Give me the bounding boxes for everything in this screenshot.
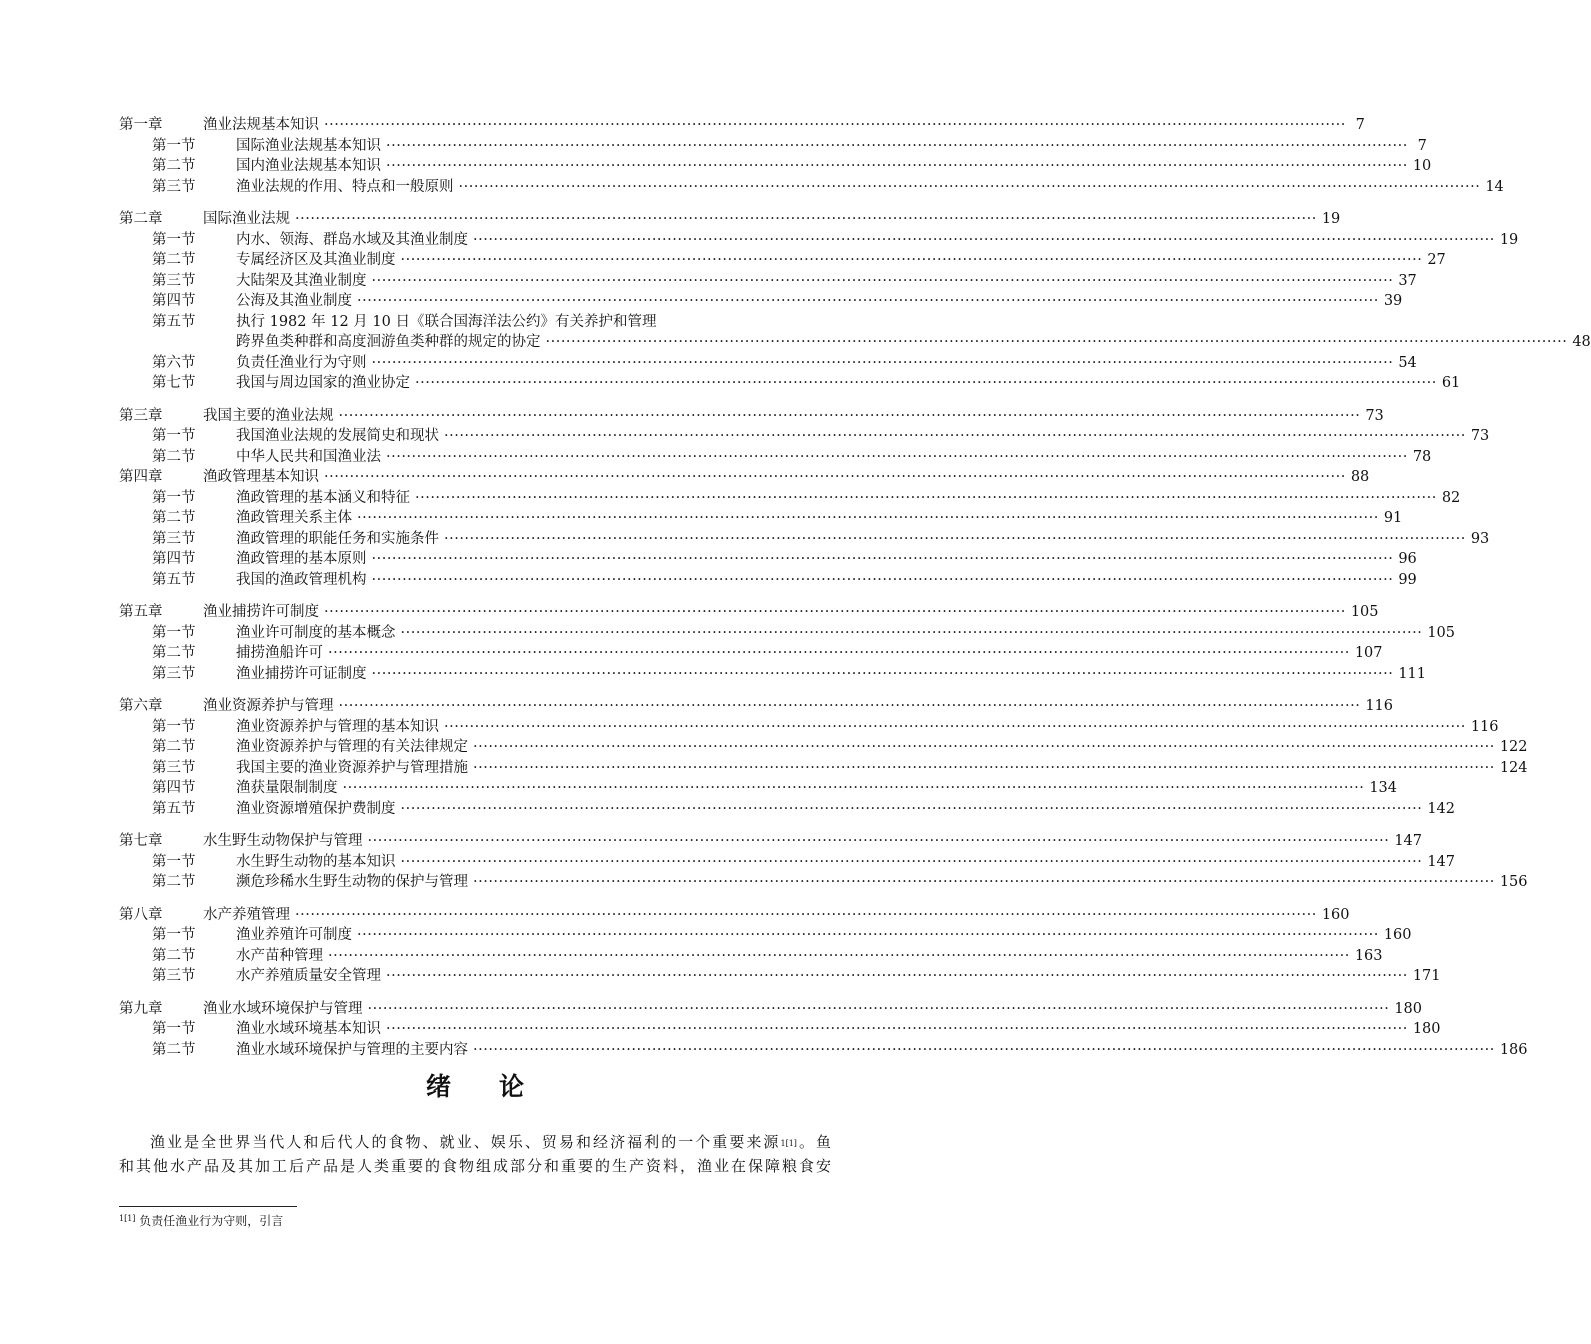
toc-section-entry[interactable] [119, 737, 1528, 758]
toc-entry-title: 渔业法规的作用、特点和一般原则 [236, 178, 454, 195]
toc-entry-title: 渔政管理基本知识 [203, 469, 319, 485]
toc-page-number: 163 [1354, 947, 1383, 964]
toc-page-number: 105 [1350, 604, 1379, 620]
toc-group [119, 406, 1490, 591]
toc-entry-number: 第二节 [152, 448, 196, 465]
toc-section-entry[interactable] [119, 156, 1432, 177]
toc-dot-leader: ········································································································································································································ [357, 293, 1379, 309]
toc-entry-title: 水产养殖质量安全管理 [236, 968, 381, 984]
toc-entry-number: 第二节 [152, 510, 196, 526]
toc-chapter-entry[interactable] [119, 696, 1394, 717]
toc-page-number: 160 [1383, 927, 1412, 943]
toc-entry-number: 第一节 [152, 489, 196, 506]
toc-chapter-entry[interactable] [119, 209, 1341, 230]
toc-entry-title: 跨界鱼类种群和高度洄游鱼类种群的规定的协定 [236, 334, 541, 350]
toc-entry-number: 第一节 [152, 624, 196, 641]
toc-section-entry[interactable] [119, 966, 1441, 987]
toc-chapter-entry[interactable] [119, 905, 1350, 926]
toc-entry-number: 第三节 [152, 665, 196, 682]
toc-dot-leader: ········································································································································································································ [324, 117, 1346, 133]
toc-entry-number: 第一节 [152, 853, 196, 870]
toc-group [119, 115, 1504, 197]
toc-entry-number: 第四章 [119, 469, 163, 485]
toc-entry-number: 第二节 [152, 739, 196, 755]
toc-entry-number: 第二章 [119, 211, 163, 227]
toc-section-entry[interactable] [119, 353, 1417, 374]
toc-entry-title: 水生野生动物保护与管理 [203, 833, 363, 849]
toc-dot-leader: ········································································································································································································ [444, 428, 1466, 444]
toc-entry-number: 第七节 [152, 375, 196, 391]
toc-entry-title: 水产养殖管理 [203, 906, 290, 923]
toc-dot-leader: ········································································································································································································ [386, 968, 1408, 984]
toc-section-entry[interactable] [119, 872, 1528, 893]
body-line [119, 1130, 831, 1154]
toc-section-entry[interactable] [119, 529, 1490, 550]
toc-entry-title: 公海及其渔业制度 [236, 293, 352, 309]
toc-entry-title: 渔业水域环境保护与管理的主要内容 [236, 1041, 468, 1058]
footnote [119, 1212, 283, 1229]
toc-page-number: 27 [1427, 252, 1446, 268]
toc-entry-title: 大陆架及其渔业制度 [236, 272, 367, 289]
toc-page-number: 116 [1365, 698, 1394, 714]
toc-section-entry[interactable] [119, 312, 780, 333]
toc-section-entry[interactable] [119, 373, 1461, 394]
toc-entry-number: 第一节 [152, 718, 196, 735]
toc-dot-leader: ········································································································································································································ [473, 759, 1495, 776]
toc-entry-number: 第一节 [152, 1021, 196, 1037]
toc-dot-leader: ········································································································································································································ [400, 853, 1423, 870]
toc-page-number: 14 [1485, 178, 1504, 195]
toc-page-number: 107 [1354, 645, 1383, 661]
toc-dot-leader: ········································································································································································································ [367, 833, 1390, 849]
toc-entry-number: 第二节 [152, 947, 196, 964]
body-text-1: 渔业是全世界当代人和后代人的食物、就业、娱乐、贸易和经济福利的一个重要来源 [150, 1133, 781, 1151]
toc-section-entry[interactable] [119, 570, 1417, 591]
toc-page-number: 61 [1441, 375, 1461, 391]
toc-dot-leader: ········································································································································································································ [415, 489, 1437, 506]
toc-chapter-entry[interactable] [119, 602, 1379, 623]
toc-entry-title: 渔业资源养护与管理的有关法律规定 [236, 739, 468, 755]
toc-section-entry[interactable] [119, 664, 1427, 685]
toc-entry-number: 第四节 [152, 780, 196, 796]
toc-dot-leader: ········································································································································································································ [338, 407, 1361, 424]
toc-entry-title: 渔业资源养护与管理 [203, 698, 334, 714]
toc-dot-leader: ········································································································································································································ [371, 272, 1394, 289]
toc-entry-title: 渔业资源养护与管理的基本知识 [236, 718, 439, 735]
toc-group [119, 999, 1528, 1061]
toc-page-number: 7 [1355, 117, 1365, 133]
toc-section-entry[interactable] [119, 488, 1461, 509]
section-heading: 绪论 [425, 1072, 572, 1101]
toc-dot-leader: ········································································································································································································ [386, 1021, 1408, 1037]
toc-page-number: 54 [1398, 354, 1417, 371]
body-line [119, 1154, 831, 1178]
toc-group [119, 602, 1456, 684]
toc-section-entry[interactable] [119, 925, 1412, 946]
toc-entry-number: 第三节 [152, 530, 196, 547]
toc-entry-title: 渔业法规基本知识 [203, 117, 319, 133]
toc-section-entry[interactable] [119, 230, 1519, 251]
toc-page-number: 48 [1572, 334, 1591, 350]
toc-dot-leader: ········································································································································································································ [473, 739, 1495, 755]
toc-entry-number: 第六章 [119, 698, 163, 714]
toc-entry-number: 第二节 [152, 252, 196, 268]
toc-page-number: 82 [1441, 489, 1461, 506]
toc-page-number: 19 [1499, 231, 1519, 248]
footnote-marker: 1[1] [119, 1214, 136, 1223]
toc-entry-number: 第三节 [152, 968, 196, 984]
body-paragraph [119, 1130, 831, 1178]
toc-entry-title: 我国与周边国家的渔业协定 [236, 375, 410, 391]
toc-entry-number: 第一节 [152, 231, 196, 248]
toc-page-number: 7 [1417, 137, 1427, 154]
toc-entry-title: 濒危珍稀水生野生动物的保护与管理 [236, 874, 468, 890]
toc-dot-leader: ········································································································································································································ [338, 698, 1361, 714]
toc-page-number: 147 [1394, 833, 1423, 849]
toc-dot-leader: ········································································································································································································ [473, 874, 1495, 890]
toc-entry-title: 水产苗种管理 [236, 947, 323, 964]
toc-entry-title: 渔政管理的基本涵义和特征 [236, 489, 410, 506]
toc-chapter-entry[interactable] [119, 115, 1365, 136]
toc-entry-title: 渔政管理的职能任务和实施条件 [236, 530, 439, 547]
toc-entry-number: 第六节 [152, 354, 196, 371]
toc-entry-number: 第二节 [152, 158, 196, 174]
toc-entry-title: 渔业养殖许可制度 [236, 927, 352, 943]
toc-dot-leader: ········································································································································································································ [357, 927, 1379, 943]
toc-dot-leader: ········································································································································································································ [328, 645, 1350, 661]
toc-entry-title: 内水、领海、群岛水域及其渔业制度 [236, 231, 468, 248]
toc-page-number: 147 [1427, 853, 1456, 870]
toc-page-number: 186 [1499, 1041, 1528, 1058]
toc-page-number: 142 [1427, 800, 1456, 817]
toc-entry-number: 第三章 [119, 407, 163, 424]
toc-entry-number: 第一章 [119, 117, 163, 133]
toc-group [119, 696, 1528, 819]
toc-dot-leader: ········································································································································································································ [545, 334, 1568, 350]
toc-page-number: 111 [1398, 665, 1427, 682]
body-text-2: 和其他水产品及其加工后产品是人类重要的食物组成部分和重要的生产资料，渔业在保障粮食安 [119, 1157, 831, 1175]
toc-dot-leader: ········································································································································································································ [324, 604, 1346, 620]
toc-page-number: 73 [1365, 407, 1384, 424]
toc-page-number: 39 [1383, 293, 1403, 309]
footnote-reference[interactable]: 1[1] [780, 1139, 797, 1148]
toc-dot-leader: ········································································································································································································ [444, 718, 1466, 735]
toc-entry-number: 第二节 [152, 874, 196, 890]
toc-dot-leader: ········································································································································································································ [342, 780, 1365, 796]
toc-section-entry[interactable] [119, 332, 1591, 353]
toc-entry-title: 负责任渔业行为守则 [236, 354, 367, 371]
toc-entry-number: 第五章 [119, 604, 163, 620]
toc-entry-number: 第四节 [152, 551, 196, 567]
toc-page-number: 91 [1383, 510, 1403, 526]
toc-entry-title: 我国主要的渔业资源养护与管理措施 [236, 759, 468, 776]
toc-dot-leader: ········································································································································································································ [371, 354, 1394, 371]
toc-section-entry[interactable] [119, 136, 1427, 157]
toc-entry-title: 国际渔业法规 [203, 211, 290, 227]
toc-chapter-entry[interactable] [119, 831, 1423, 852]
toc-dot-leader: ········································································································································································································ [367, 1000, 1390, 1017]
toc-entry-number: 第三节 [152, 178, 196, 195]
toc-entry-number: 第九章 [119, 1000, 163, 1017]
toc-dot-leader: ········································································································································································································ [415, 375, 1437, 391]
toc-entry-title: 中华人民共和国渔业法 [236, 448, 381, 465]
toc-page-number: 88 [1350, 469, 1370, 485]
toc-section-entry[interactable] [119, 778, 1398, 799]
toc-entry-title: 渔业捕捞许可证制度 [236, 665, 367, 682]
toc-entry-title: 国际渔业法规基本知识 [236, 137, 381, 154]
toc-entry-title: 渔获量限制制度 [236, 780, 338, 796]
toc-dot-leader: ········································································································································································································ [328, 947, 1350, 964]
toc-section-entry[interactable] [119, 291, 1403, 312]
toc-section-entry[interactable] [119, 643, 1383, 664]
toc-entry-title: 渔业水域环境保护与管理 [203, 1000, 363, 1017]
toc-section-entry[interactable] [119, 1040, 1528, 1061]
toc-dot-leader: ········································································································································································································ [400, 624, 1423, 641]
toc-page-number: 116 [1470, 718, 1499, 735]
toc-entry-number: 第五节 [152, 313, 196, 330]
toc-dot-leader: ········································································································································································································ [371, 665, 1394, 682]
toc-entry-title: 执行 1982 年 12 月 10 日《联合国海洋法公约》有关养护和管理 [236, 313, 657, 330]
toc-page-number: 96 [1398, 551, 1417, 567]
footnote-text: 负责任渔业行为守则，引言 [139, 1214, 284, 1228]
toc-entry-number: 第五节 [152, 800, 196, 817]
toc-entry-number: 第一节 [152, 428, 196, 444]
toc-entry-number: 第二节 [152, 1041, 196, 1058]
toc-entry-title: 专属经济区及其渔业制度 [236, 252, 396, 268]
toc-dot-leader: ········································································································································································································ [295, 211, 1317, 227]
toc-entry-number: 第三节 [152, 272, 196, 289]
toc-page-number: 93 [1470, 530, 1490, 547]
toc-page-number: 160 [1321, 906, 1350, 923]
toc-entry-number: 第八章 [119, 906, 163, 923]
toc-entry-title: 捕捞渔船许可 [236, 645, 323, 661]
toc-group [119, 905, 1441, 987]
toc-dot-leader: ········································································································································································································ [444, 530, 1466, 547]
toc-entry-number: 第一节 [152, 927, 196, 943]
toc-entry-number: 第三节 [152, 759, 196, 776]
toc-dot-leader: ········································································································································································································ [357, 510, 1379, 526]
toc-chapter-entry[interactable] [119, 999, 1423, 1020]
toc-dot-leader: ········································································································································································································ [400, 800, 1423, 817]
toc-section-entry[interactable] [119, 177, 1504, 198]
toc-page-number: 37 [1398, 272, 1417, 289]
toc-section-entry[interactable] [119, 271, 1417, 292]
toc-entry-title: 渔政管理的基本原则 [236, 551, 367, 567]
toc-section-entry[interactable] [119, 852, 1456, 873]
toc-dot-leader: ········································································································································································································ [386, 137, 1408, 154]
toc-dot-leader: ········································································································································································································ [371, 571, 1394, 588]
toc-dot-leader: ········································································································································································································ [371, 551, 1394, 567]
table-of-contents [119, 115, 1591, 1072]
toc-section-entry[interactable] [119, 447, 1432, 468]
toc-page-number: 180 [1394, 1000, 1423, 1017]
toc-page-number: 124 [1499, 759, 1528, 776]
toc-dot-leader: ········································································································································································································ [458, 178, 1481, 195]
toc-page-number: 10 [1412, 158, 1432, 174]
toc-entry-title: 国内渔业法规基本知识 [236, 158, 381, 174]
toc-entry-title: 渔业资源增殖保护费制度 [236, 800, 396, 817]
toc-section-entry[interactable] [119, 250, 1446, 271]
toc-section-entry[interactable] [119, 799, 1456, 820]
toc-dot-leader: ········································································································································································································ [324, 469, 1346, 485]
toc-section-entry[interactable] [119, 758, 1528, 779]
toc-page-number: 180 [1412, 1021, 1441, 1037]
toc-page-number: 73 [1470, 428, 1490, 444]
toc-section-entry[interactable] [119, 508, 1403, 529]
toc-page-number: 122 [1499, 739, 1528, 755]
toc-page-number: 171 [1412, 968, 1441, 984]
toc-dot-leader: ········································································································································································································ [386, 158, 1408, 174]
toc-entry-number: 第四节 [152, 293, 196, 309]
toc-entry-title: 水生野生动物的基本知识 [236, 853, 396, 870]
body-text-1-tail: 。鱼 [796, 1133, 831, 1151]
toc-section-entry[interactable] [119, 623, 1456, 644]
toc-page-number: 78 [1412, 448, 1432, 465]
toc-entry-title: 我国的渔政管理机构 [236, 571, 367, 588]
toc-dot-leader: ········································································································································································································ [473, 231, 1495, 248]
toc-section-entry[interactable] [119, 549, 1417, 570]
toc-entry-title: 渔业水域环境基本知识 [236, 1021, 381, 1037]
toc-entry-number: 第七章 [119, 833, 163, 849]
toc-section-entry[interactable] [119, 426, 1490, 447]
toc-dot-leader: ········································································································································································································ [295, 906, 1317, 923]
toc-section-entry[interactable] [119, 1019, 1441, 1040]
toc-chapter-entry[interactable] [119, 406, 1384, 427]
toc-entry-number: 第二节 [152, 645, 196, 661]
toc-page-number: 134 [1369, 780, 1398, 796]
toc-page-number: 19 [1321, 211, 1341, 227]
toc-page-number: 156 [1499, 874, 1528, 890]
toc-entry-title: 渔业许可制度的基本概念 [236, 624, 396, 641]
toc-group [119, 831, 1528, 893]
toc-entry-title: 我国渔业法规的发展简史和现状 [236, 428, 439, 444]
toc-section-entry[interactable] [119, 946, 1383, 967]
toc-section-entry[interactable] [119, 717, 1499, 738]
toc-entry-number: 第一节 [152, 137, 196, 154]
toc-entry-number: 第五节 [152, 571, 196, 588]
footnote-separator [119, 1206, 297, 1207]
toc-entry-title: 渔政管理关系主体 [236, 510, 352, 526]
toc-chapter-entry[interactable] [119, 467, 1370, 488]
toc-dot-leader: ········································································································································································································ [400, 252, 1423, 268]
toc-dot-leader: ········································································································································································································ [386, 448, 1408, 465]
toc-dot-leader: ········································································································································································································ [473, 1041, 1495, 1058]
toc-page-number: 105 [1427, 624, 1456, 641]
toc-page-number: 99 [1398, 571, 1417, 588]
toc-entry-title: 渔业捕捞许可制度 [203, 604, 319, 620]
toc-group [119, 209, 1591, 394]
toc-entry-title: 我国主要的渔业法规 [203, 407, 334, 424]
